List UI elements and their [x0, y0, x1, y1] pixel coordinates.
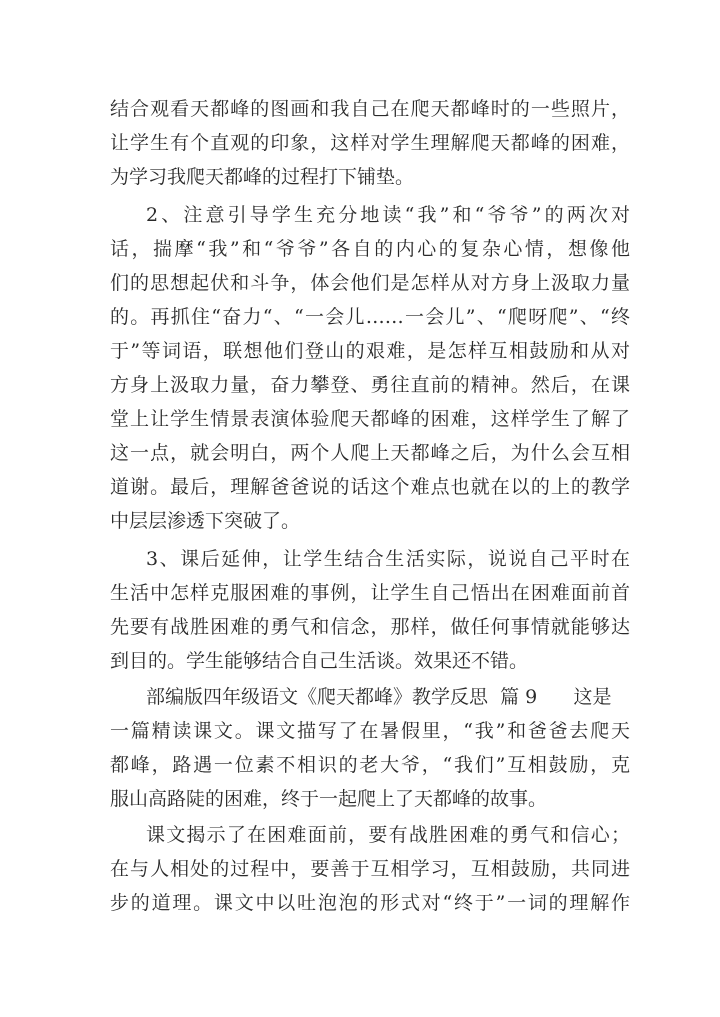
- text-line: 结合观看天都峰的图画和我自己在爬天都峰时的一些照片，: [110, 98, 630, 120]
- text-line: 生活中怎样克服困难的事例，让学生自己悟出在困难面前首: [110, 582, 630, 604]
- text-line: 们的思想起伏和斗争，体会他们是怎样从对方身上汲取力量: [110, 272, 630, 294]
- text-line: 一篇精读课文。课文描写了在暑假里，“我”和爸爸去爬天: [110, 720, 630, 742]
- text-line: 都峰，路遇一位素不相识的老大爷，“我们”互相鼓励，克: [110, 754, 630, 776]
- text-line: 步的道理。课文中以吐泡泡的形式对“终于”一词的理解作: [110, 892, 630, 914]
- text-line: 服山高路陡的困难，终于一起爬上了天都峰的故事。: [110, 788, 548, 810]
- text-line: 为学习我爬天都峰的过程打下铺垫。: [110, 166, 415, 188]
- paragraph-2-first-line: 2、注意引导学生充分地读“我”和“爷爷”的两次对: [146, 204, 630, 226]
- text-line: 堂上让学生情景表演体验爬天都峰的困难，这样学生了解了: [110, 408, 630, 430]
- text-line: 到目的。学生能够结合自己生活谈。效果还不错。: [110, 650, 529, 672]
- paragraph-3-first-line: 3、课后延伸，让学生结合生活实际，说说自己平时在: [146, 548, 630, 570]
- text-line: 的。再抓住“奋力“、“一会儿……一会儿”、“爬呀爬”、“终: [110, 306, 630, 328]
- text-line: 中层层渗透下突破了。: [110, 510, 301, 532]
- text-line: 让学生有个直观的印象，这样对学生理解爬天都峰的困难，: [110, 132, 630, 154]
- section-heading-line: 部编版四年级语文《爬天都峰》教学反思 篇 9 这是: [146, 686, 612, 708]
- text-line: 方身上汲取力量，奋力攀登、勇往直前的精神。然后，在课: [110, 374, 630, 396]
- paragraph-5-first-line: 课文揭示了在困难面前，要有战胜困难的勇气和信心；: [146, 824, 630, 846]
- text-line: 在与人相处的过程中，要善于互相学习，互相鼓励，共同进: [110, 858, 630, 880]
- text-line: 于”等词语，联想他们登山的艰难，是怎样互相鼓励和从对: [110, 340, 630, 362]
- text-line: 话，揣摩“我”和“爷爷”各自的内心的复杂心情，想像他: [110, 238, 630, 260]
- text-line: 这一点，就会明白，两个人爬上天都峰之后，为什么会互相: [110, 442, 630, 464]
- text-line: 先要有战胜困难的勇气和信念，那样，做任何事情就能够达: [110, 616, 630, 638]
- text-line: 道谢。最后，理解爸爸说的话这个难点也就在以的上的教学: [110, 476, 630, 498]
